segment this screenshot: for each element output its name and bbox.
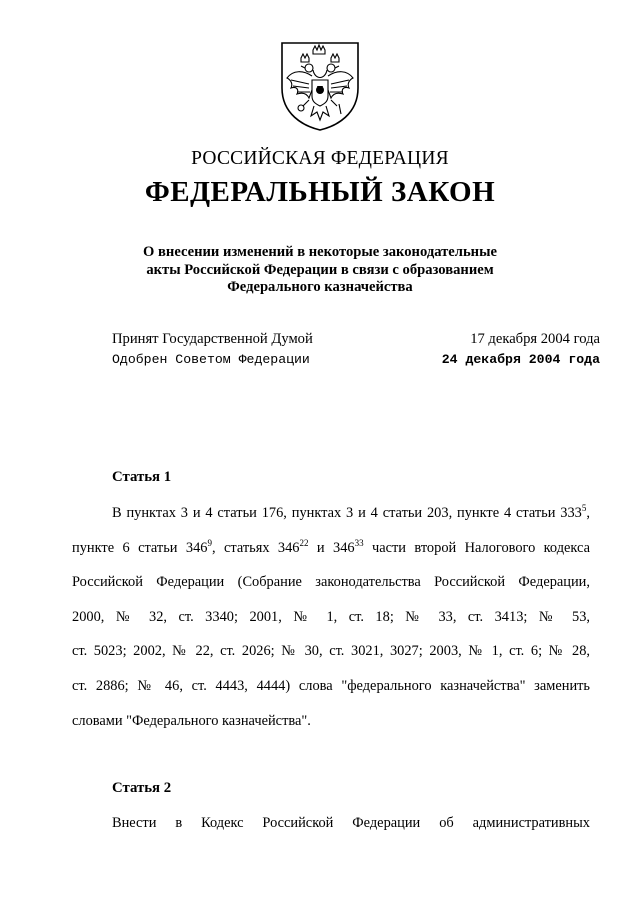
law-title-line: акты Российской Федерации в связи с образованием	[146, 261, 494, 278]
law-title	[0, 244, 640, 297]
article-2-text	[72, 806, 590, 841]
text-line: словами "Федерального казначейства".	[72, 712, 311, 729]
text-line: пункте 6 статьи $346^9$, статьях $346^{22}$ и $346^{33}$ части второй Налогового кодекса	[72, 537, 590, 556]
text-line: В пунктах 3 и 4 статьи 176, пунктах 3 и 4 статьи 203, пункте 4 статьи $333^5$,	[112, 503, 590, 521]
duma-label: Принят Государственной Думой	[112, 331, 313, 347]
article-1-heading: Статья 1	[112, 469, 172, 485]
article-2-heading: Статья 2	[112, 780, 172, 796]
text-line: Российской Федерации (Собрание законодательства Российской Федерации,	[72, 574, 590, 591]
law-title-line: О внесении изменений в некоторые законодательные	[143, 244, 497, 260]
text-line: ст. 5023; 2002, № 22, ст. 2026; № 30, ст. 3021, 3027; 2003, № 1, ст. 6; № 28,	[72, 643, 590, 660]
article-1-text	[72, 496, 590, 738]
coat-of-arms-icon	[279, 40, 361, 132]
country-name: РОССИЙСКАЯ ФЕДЕРАЦИЯ	[191, 148, 449, 169]
text-line: ст. 2886; № 46, ст. 4443, 4444) слова "федерального казначейства" заменить	[72, 677, 590, 694]
text-line: 2000, № 32, ст. 3340; 2001, № 1, ст. 18; № 33, ст. 3413; № 53,	[72, 608, 590, 625]
law-title-line: Федерального казначейства	[227, 279, 413, 295]
council-date: 24 декабря 2004 года	[441, 352, 600, 367]
document-type: ФЕДЕРАЛЬНЫЙ ЗАКОН	[144, 176, 496, 208]
council-label: Одобрен Советом Федерации	[112, 352, 310, 367]
text-line: Внести в Кодекс Российской Федерации об административных	[112, 815, 590, 831]
duma-date: 17 декабря 2004 года	[470, 331, 600, 347]
